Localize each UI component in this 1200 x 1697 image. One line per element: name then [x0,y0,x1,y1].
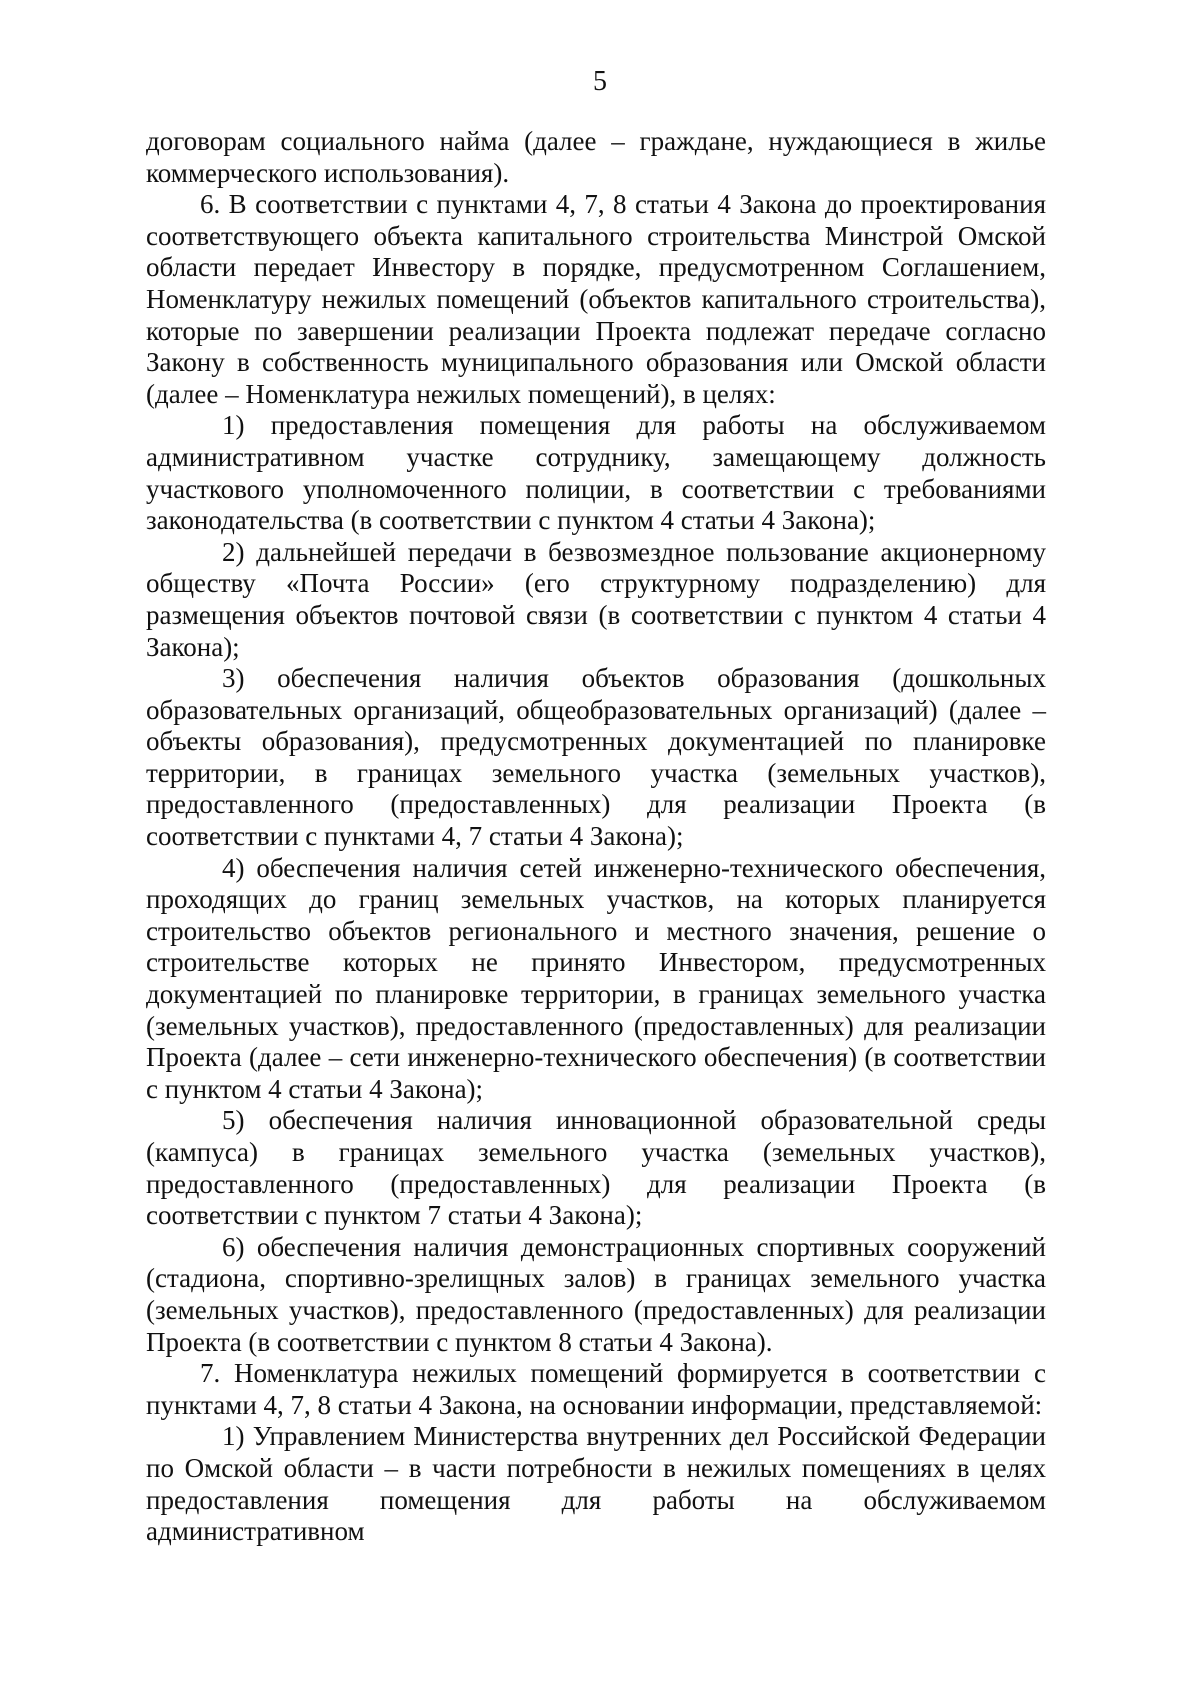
subitem-6-1: 1) предоставления помещения для работы на обслуживаемом административном участке сотруднику, замещающему должность участкового уполномоченного полиции, в соответствии с требованиями законодательства (в соответствии с пунктом 4 статьи 4 Закона); [146,410,1046,536]
page-number: 5 [593,66,607,97]
subitem-7-1: 1) Управлением Министерства внутренних дел Российской Федерации по Омской области – в части потребности в нежилых помещениях в целях предоставления помещения для работы на обслуживаемом административном [146,1421,1046,1547]
paragraph-continuation: договорам социального найма (далее – граждане, нуждающиеся в жилье коммерческого использования). [146,126,1046,188]
paragraph-item-6: 6. В соответствии с пунктами 4, 7, 8 статьи 4 Закона до проектирования соответствующего объекта капитального строительства Минстрой Омской области передает Инвестору в порядке, предусмотренном Соглашением, Номенклатуру нежилых помещений (объектов капитального строительства), которые по завершении реализации Проекта подлежат передаче согласно Закону в собственность муниципального образования или Омской области (далее – Номенклатура нежилых помещений), в целях: [146,189,1046,409]
subitem-6-5: 5) обеспечения наличия инновационной образовательной среды (кампуса) в границах земельного участка (земельных участков), предоставленного (предоставленных) для реализации Проекта (в соответствии с пунктом 7 статьи 4 Закона); [146,1105,1046,1231]
paragraph-item-7: 7. Номенклатура нежилых помещений формируется в соответствии с пунктами 4, 7, 8 статьи 4 Закона, на основании информации, представляемой: [146,1358,1046,1420]
subitem-6-4: 4) обеспечения наличия сетей инженерно-технического обеспечения, проходящих до границ земельных участков, на которых планируется строительство объектов регионального и местного значения, решение о строительстве которых не принято Инвестором, предусмотренных документацией по планировке территории, в границах земельного участка (земельных участков), предоставленного (предоставленных) для реализации Проекта (далее – сети инженерно-технического обеспечения) (в соответствии с пунктом 4 статьи 4 Закона); [146,852,1046,1104]
subitem-6-2: 2) дальнейшей передачи в безвозмездное пользование акционерному обществу «Почта России» (его структурному подразделению) для размещения объектов почтовой связи (в соответствии с пунктом 4 статьи 4 Закона); [146,536,1046,662]
document-body [146,126,1046,1548]
subitem-6-6: 6) обеспечения наличия демонстрационных спортивных сооружений (стадиона, спортивно-зрелищных залов) в границах земельного участка (земельных участков), предоставленного (предоставленных) для реализации Проекта (в соответствии с пунктом 8 статьи 4 Закона). [146,1231,1046,1357]
subitem-6-3: 3) обеспечения наличия объектов образования (дошкольных образовательных организаций, общеобразовательных организаций) (далее – объекты образования), предусмотренных документацией по планировке территории, в границах земельного участка (земельных участков), предоставленного (предоставленных) для реализации Проекта (в соответствии с пунктами 4, 7 статьи 4 Закона); [146,663,1046,852]
